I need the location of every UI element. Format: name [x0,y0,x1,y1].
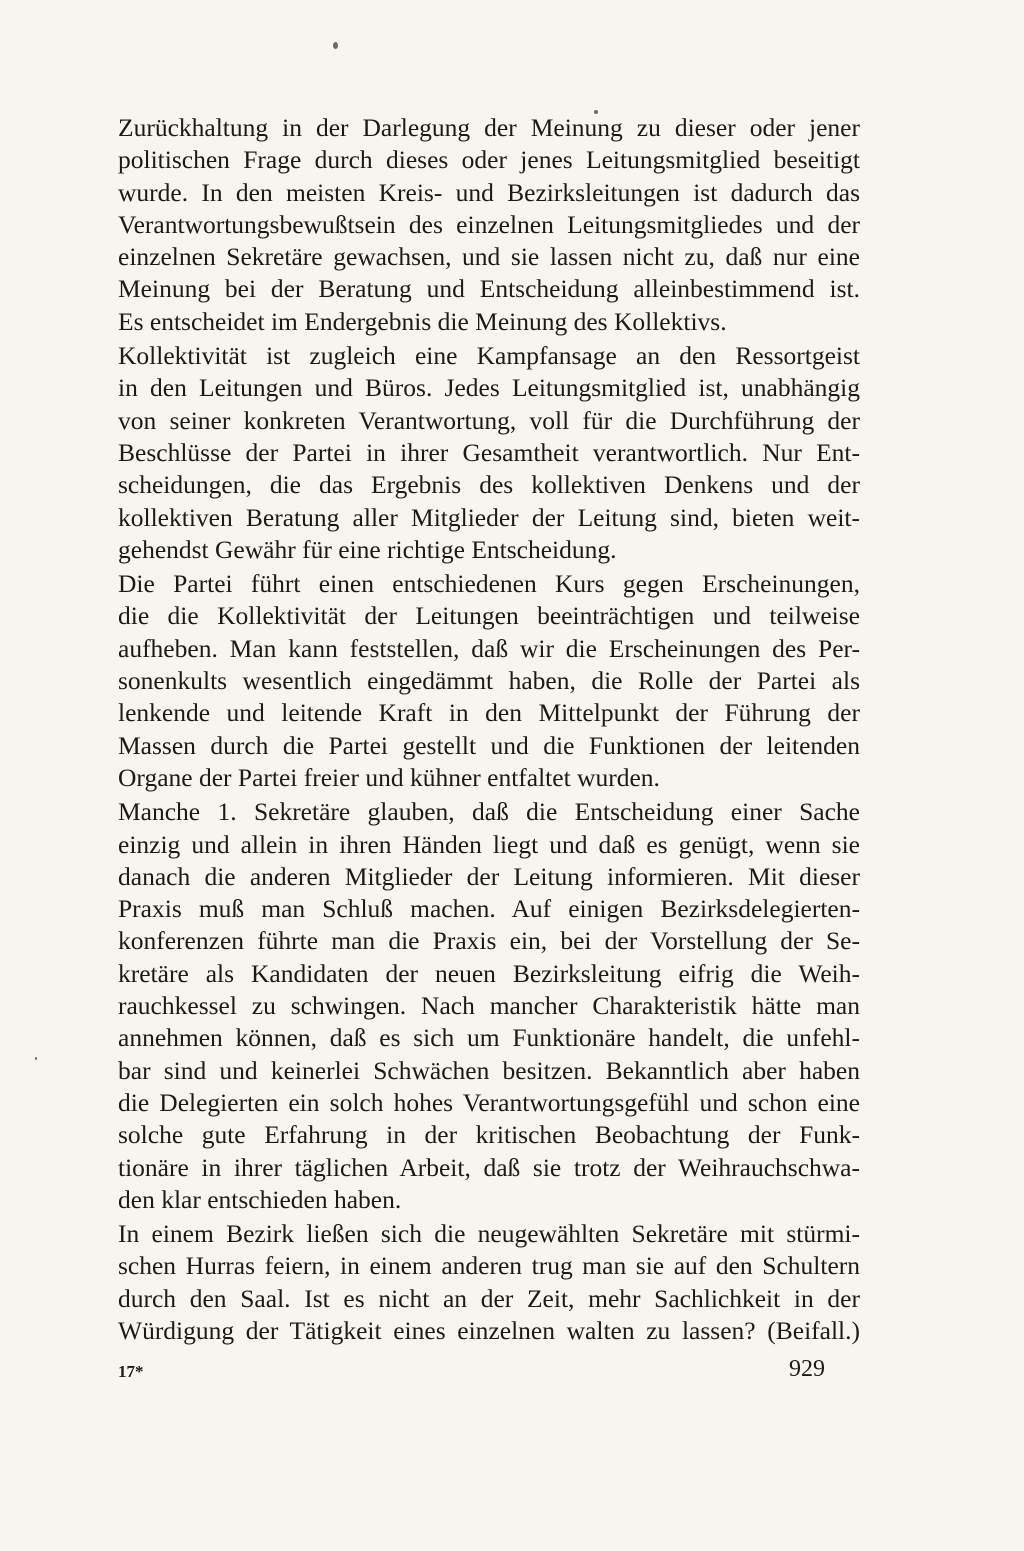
text-line: Es entscheidet im Endergebnis die Meinung des Kollektivs. [118,306,727,336]
text-line: annehmen können, daß es sich um Funktionäre handelt, die unfehl- [118,1023,860,1053]
text-line: wurde. In den meisten Kreis- und Bezirksleitungen ist dadurch das [118,177,860,207]
text-line: konferenzen führte man die Praxis ein, bei der Vorstellung der Se- [118,926,860,956]
text-line: einzig und allein in ihren Händen liegt und daß es genügt, wenn sie [118,829,860,859]
text-line: Kollektivität ist zugleich eine Kampfansage an den Ressortgeist [118,341,860,371]
text-line: in den Leitungen und Büros. Jedes Leitungsmitglied ist, unabhängig [118,373,860,403]
text-line: kretäre als Kandidaten der neuen Bezirksleitung eifrig die Weih- [118,958,860,988]
text-line: danach die anderen Mitglieder der Leitung informieren. Mit dieser [118,861,860,891]
page-footer [118,1356,860,1390]
text-line: schen Hurras feiern, in einem anderen trug man sie auf den Schultern [118,1251,860,1281]
text-line: politischen Frage durch dieses oder jenes Leitungsmitglied beseitigt [118,145,860,175]
text-line: Zurückhaltung in der Darlegung der Meinung zu dieser oder jener [118,113,860,142]
text-line: Manche 1. Sekretäre glauben, daß die Entscheidung einer Sache [118,797,860,827]
text-line: Organe der Partei freier und kühner entfaltet wurden. [118,762,660,792]
paragraph [118,112,860,338]
paragraph [118,796,860,1216]
text-line: sonenkults wesentlich eingedämmt haben, die Rolle der Partei als [118,666,860,696]
signature-mark: 17* [118,1362,144,1381]
text-line: die die Kollektivität der Leitungen beeinträchtigen und teilweise [118,601,860,631]
text-line: Würdigung der Tätigkeit eines einzelnen walten zu lassen? (Beifall.) [118,1315,860,1345]
text-line: den klar entschieden haben. [118,1184,402,1214]
print-speck [35,1057,37,1060]
paragraph [118,568,860,794]
text-line: Massen durch die Partei gestellt und die Funktionen der leitenden [118,730,860,760]
paragraph [118,340,860,566]
text-line: gehendst Gewähr für eine richtige Entscheidung. [118,534,617,564]
text-line: von seiner konkreten Verantwortung, voll für die Durchführung der [118,405,860,435]
text-line: tionäre in ihrer täglichen Arbeit, daß sie trotz der Weihrauchschwa- [118,1152,860,1182]
text-line: rauchkessel zu schwingen. Nach mancher Charakteristik hätte man [118,991,860,1021]
text-line: lenkende und leitende Kraft in den Mittelpunkt der Führung der [118,698,860,728]
text-line: solche gute Erfahrung in der kritischen Beobachtung der Funk- [118,1120,860,1150]
text-line: durch den Saal. Ist es nicht an der Zeit, mehr Sachlichkeit in der [118,1283,860,1313]
page-number: 929 [789,1356,825,1382]
text-line: aufheben. Man kann feststellen, daß wir die Erscheinungen des Per- [118,633,860,663]
paragraph [118,1218,860,1347]
text-line: In einem Bezirk ließen sich die neugewählten Sekretäre mit stürmi- [118,1219,860,1249]
text-line: einzelnen Sekretäre gewachsen, und sie lassen nicht zu, daß nur eine [118,242,860,272]
text-line: Meinung bei der Beratung und Entscheidung alleinbestimmend ist. [118,274,860,304]
body-text [118,112,860,1349]
text-line: die Delegierten ein solch hohes Verantwortungsgefühl und schon eine [118,1087,860,1117]
text-line: kollektiven Beratung aller Mitglieder der Leitung sind, bieten weit- [118,502,860,532]
text-line: Beschlüsse der Partei in ihrer Gesamtheit verantwortlich. Nur Ent- [118,437,860,467]
text-line: Verantwortungsbewußtsein des einzelnen Leitungsmitgliedes und der [118,209,860,239]
text-line: Die Partei führt einen entschiedenen Kurs gegen Erscheinungen, [118,569,860,599]
text-line: bar sind und keinerlei Schwächen besitzen. Bekanntlich aber haben [118,1055,860,1085]
text-line: Praxis muß man Schluß machen. Auf einigen Bezirksdelegierten- [118,894,860,924]
text-line: scheidungen, die das Ergebnis des kollektiven Denkens und der [118,470,860,500]
print-speck [333,42,338,49]
